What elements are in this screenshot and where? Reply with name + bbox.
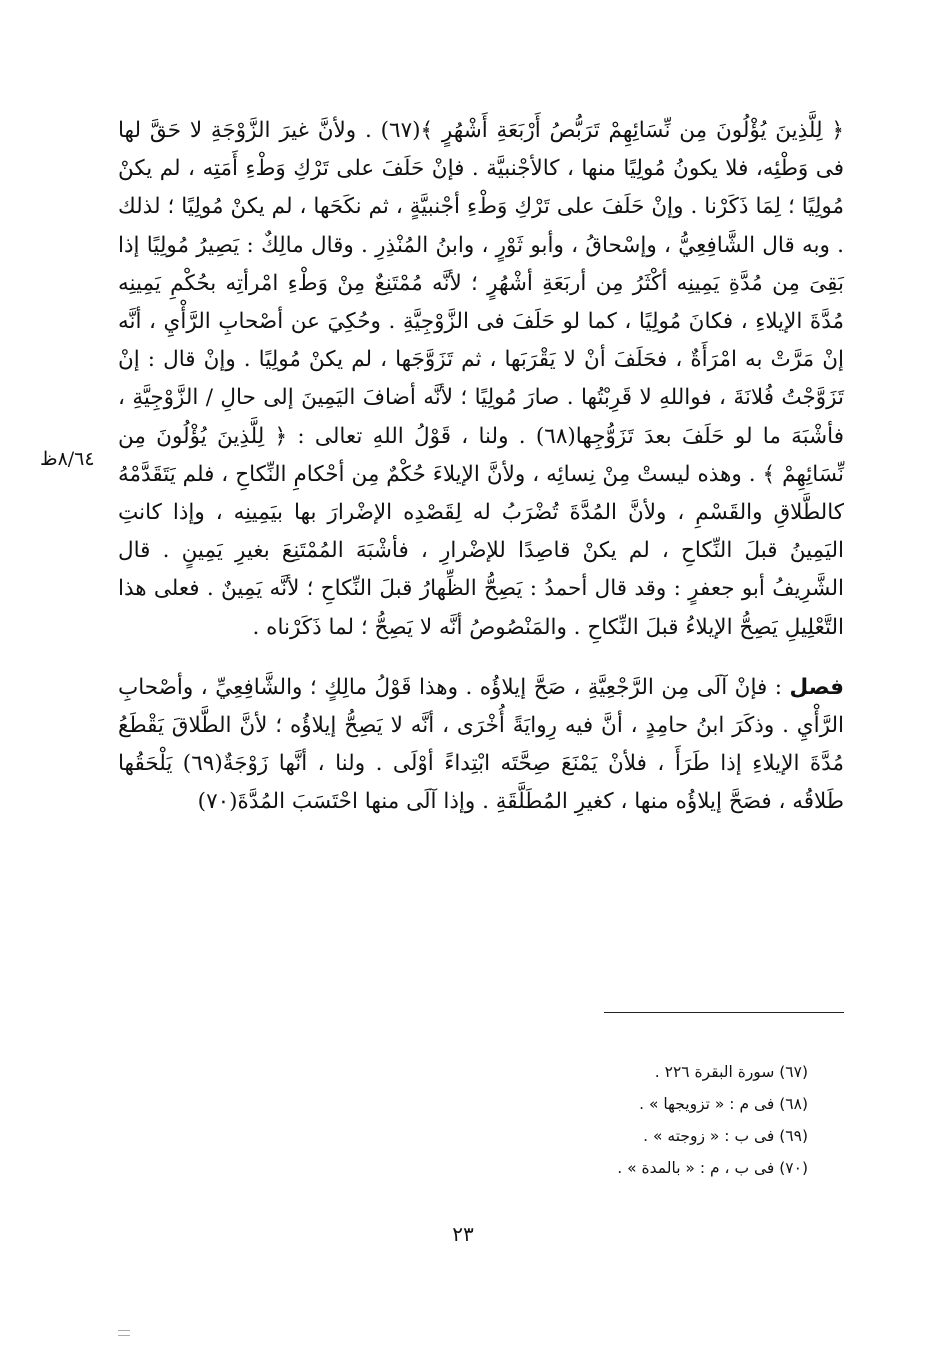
footnote: (٦٨) فى م : « تزويجها » . (639, 1095, 808, 1113)
footnote: (٧٠) فى ب ، م : « بالمدة » . (617, 1159, 808, 1177)
paragraph (118, 112, 844, 647)
footnote: (٦٧) سورة البقرة ٢٢٦ . (654, 1063, 808, 1081)
paragraph-text: ﴿ لِلَّذِينَ يُؤْلُونَ مِن نِّسَائِهِمْ تَرَبُّصُ أَرْبَعَةِ أَشْهُرٍ ﴾(٦٧) . ولأنَّ غيرَ الزَّوْجَةِ لا حَقَّ لها فى وَطْئِه، فلا يكونُ مُولِيًا منها ، كالأجْنبيَّة . فإنْ حَلَفَ على تَرْكِ وَطْءِ أَمَتِه ، لم يكنْ مُولِيًا ؛ لِمَا ذَكَرْنا . وإنْ حَلَفَ على تَرْكِ وَطْءِ أجْنبيَّةٍ ، ثم نكَحَها ، لم يكنْ مُولِيًا ؛ لذلك . وبه قال الشَّافِعِيُّ ، وإسْحاقُ ، وأبو ثَوْرٍ ، وابنُ المُنْذِرِ . وقال مالِكٌ : يَصِيرُ مُولِيًا إذا بَقِىَ مِن مُدَّةِ يَمِينِه أكْثَرُ مِن أربَعَةِ أشْهُرٍ ؛ لأنَّه مُمْتَنِعٌ مِنْ وَطْءِ امْرأتِه بحُكْمِ يَمِينِه مُدَّةَ الإيلاءِ ، فكانَ مُولِيًا ، كما لو حَلَفَ فى الزَّوْجِيَّةِ . وحُكِيَ عن أصْحابِ الرَّأْيِ ، أنَّه إنْ مَرَّتْ به امْرَأَةٌ ، فحَلَفَ أنْ لا يَقْرَبَها ، ثم تَزَوَّجَها ، لم يكنْ مُولِيًا . وإنْ قال : إنْ تَزَوَّجْتُ فُلانَةَ ، فواللهِ لا قَرِبْتُها . صارَ مُولِيًا ؛ لأنَّه أضافَ اليَمِينَ إلى حالِ / الزَّوْجِيَّةِ ، فأشْبَهَ ما لو حَلَفَ بعدَ تَزَوُّجِها(٦٨) . ولنا ، قَوْلُ اللهِ تعالى : ﴿ لِلَّذِينَ يُؤْلُونَ مِن نِّسَائِهِمْ ﴾ . وهذه ليستْ مِنْ نِسائِه ، ولأنَّ الإيلاءَ حُكْمٌ مِن أحْكامِ النِّكاحِ ، فلم يَتَقَدَّمْهُ كالطَّلاقِ والقَسْمِ ، ولأنَّ المُدَّةَ تُضْرَبُ له لِقَصْدِه الإضْرارَ بها بيَمِينِه ، وإذا كانتِ اليَمِينُ قبلَ النِّكاحِ ، لم يكنْ قاصِدًا للإضْرارِ ، فأشْبَهَ المُمْتَنِعَ بغيرِ يَمِينٍ . قال الشَّرِيفُ أبو جعفرٍ : وقد قال أحمدُ : يَصِحُّ الظِّهارُ قبلَ النِّكاحِ ؛ لأنَّه يَمِينٌ . فعلى هذا التَّعْلِيلِ يَصِحُّ الإيلاءُ قبلَ النِّكاحِ . والمَنْصُوصُ أنَّه لا يَصِحُّ ؛ لما ذَكَرْناه . (118, 118, 845, 640)
section-heading-fasl: فصل (789, 674, 844, 700)
margin-manuscript-reference: ٨/٦٤ظ (40, 448, 95, 470)
main-text-body (118, 112, 844, 822)
paragraph-text: : فإنْ آلَى مِن الرَّجْعِيَّةِ ، صَحَّ إيلاؤُه . وهذا قَوْلُ مالِكٍ ؛ والشَّافِعِيِّ ، وأصْحابِ الرَّأْيِ . وذكَرَ ابنُ حامِدٍ ، أنَّ فيه رِوايَةً أُخْرَى ، أنَّه لا يَصِحُّ إيلاؤُه ؛ لأنَّ الطَّلاقَ يَقْطَعُ مُدَّةَ الإيلاءِ إذا طَرَأَ ، فلأنْ يَمْنَعَ صِحَّتَه ابْتِداءً أوْلَى . ولنا ، أنَّها زَوْجَةٌ(٦٩) يَلْحَقُها طَلاقُه ، فصَحَّ إيلاؤُه منها ، كغيرِ المُطَلَّقَةِ . وإذا آلَى منها احْتَسَبَ المُدَّةَ(٧٠) (118, 674, 844, 815)
footnote-separator (604, 1012, 844, 1013)
footnotes (300, 1056, 808, 1184)
page-number: ٢٣ (452, 1222, 474, 1246)
scan-artifact-mark (118, 1330, 130, 1336)
footnote: (٦٩) فى ب : « زوجته » . (643, 1127, 808, 1145)
paragraph-fasl (118, 669, 844, 822)
